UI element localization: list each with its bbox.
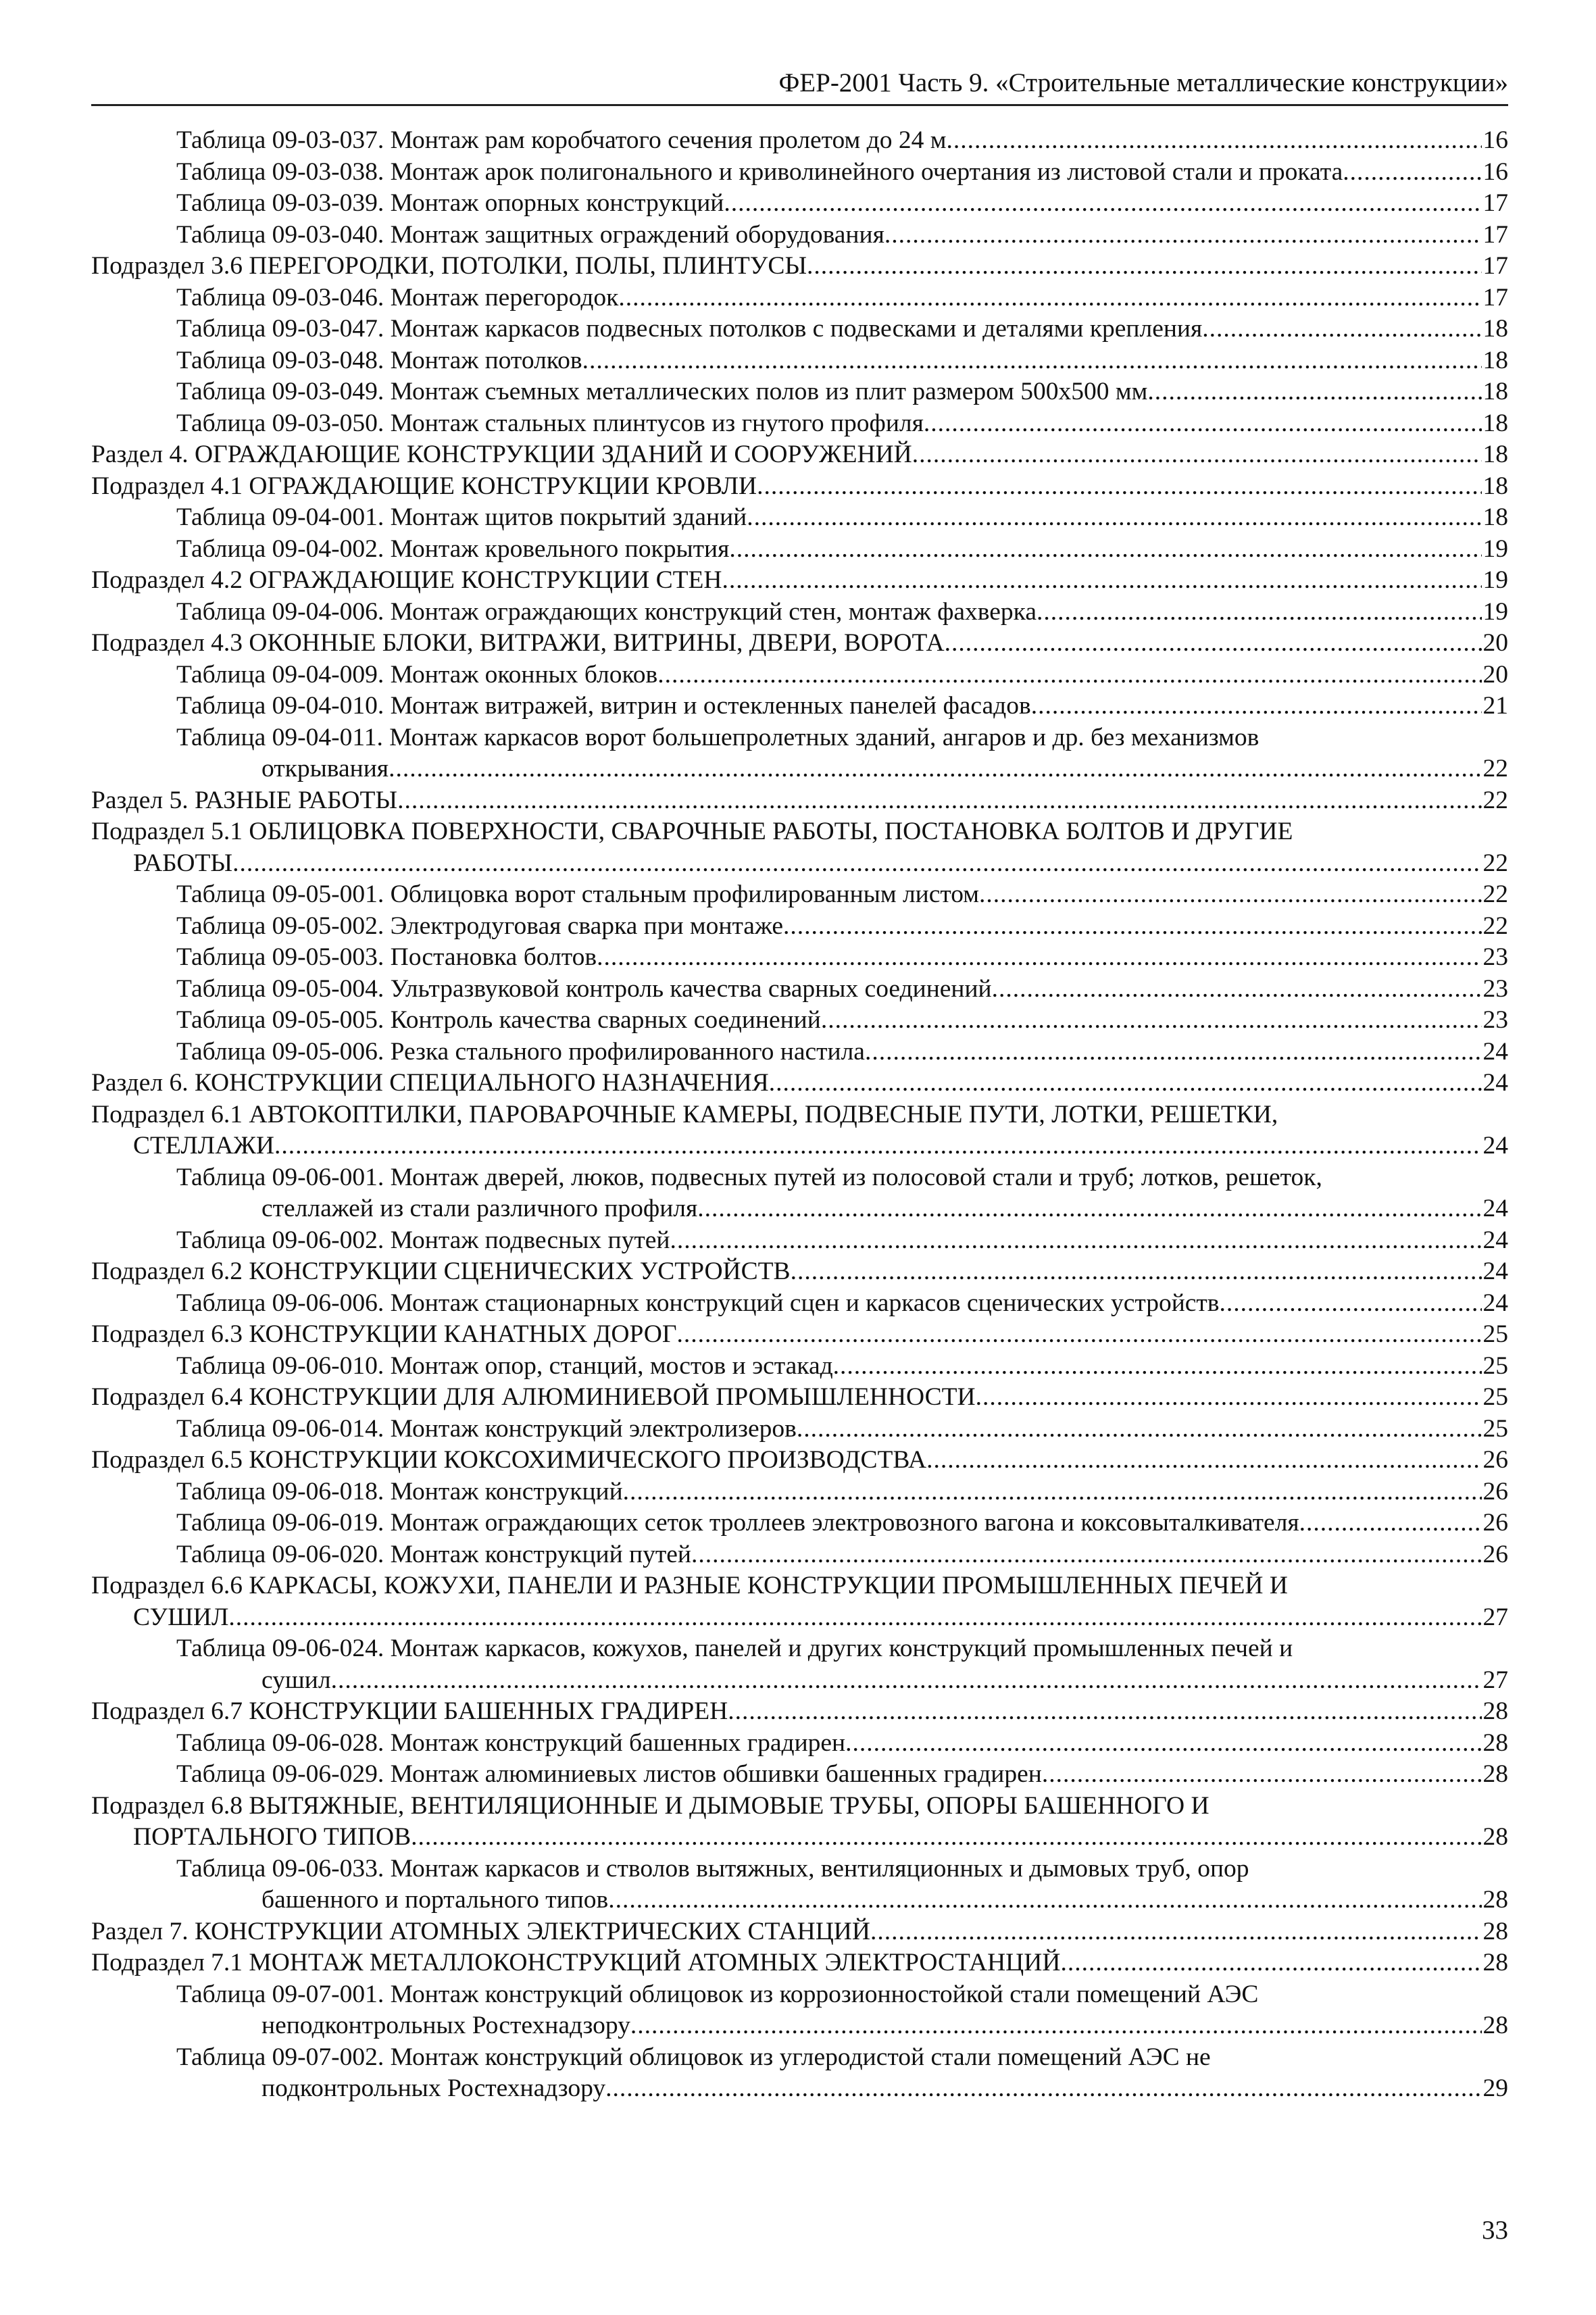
dot-leader — [608, 1885, 1481, 1916]
toc-entry-page: 26 — [1482, 1540, 1508, 1568]
toc-entry-title: ПОРТАЛЬНОГО ТИПОВ — [133, 1823, 412, 1851]
toc-entry[interactable] — [91, 282, 1508, 314]
toc-entry[interactable] — [91, 376, 1508, 408]
dot-leader — [1299, 1508, 1482, 1539]
toc-entry-title-line: Таблица 09-06-001. Монтаж дверей, люков, подвесных путей из полосовой стали и труб; лотков, решеток, — [176, 1163, 1322, 1191]
dot-leader — [728, 1696, 1481, 1728]
toc-entry-page: 18 — [1482, 409, 1508, 437]
toc-entry-title: РАБОТЫ — [133, 849, 233, 877]
dot-leader — [670, 1225, 1481, 1257]
table-of-contents — [91, 125, 1508, 2105]
dot-leader — [926, 1445, 1481, 1476]
toc-entry-title: Таблица 09-06-010. Монтаж опор, станций, мостов и эстакад — [176, 1351, 833, 1380]
dot-leader — [912, 439, 1482, 471]
toc-entry-page: 28 — [1482, 2012, 1508, 2039]
toc-entry-page: 24 — [1482, 1037, 1508, 1066]
toc-entry-title: Таблица 09-05-004. Ультразвуковой контроль качества сварных соединений — [176, 974, 992, 1003]
dot-leader — [274, 1130, 1482, 1162]
dot-leader — [1220, 1288, 1482, 1320]
toc-entry[interactable] — [91, 722, 1508, 785]
toc-entry-page: 23 — [1482, 974, 1508, 1003]
dot-leader — [1037, 597, 1482, 628]
toc-entry-page: 29 — [1482, 2074, 1508, 2102]
dot-leader — [597, 942, 1481, 974]
toc-entry-page: 17 — [1482, 283, 1508, 312]
toc-entry-title: Раздел 7. КОНСТРУКЦИИ АТОМНЫХ ЭЛЕКТРИЧЕСКИХ СТАНЦИЙ — [91, 1917, 870, 1945]
toc-entry-title: Таблица 09-06-002. Монтаж подвесных путей — [176, 1226, 670, 1254]
toc-entry[interactable] — [91, 1508, 1508, 1539]
toc-entry[interactable] — [91, 1382, 1508, 1414]
toc-entry[interactable] — [91, 1225, 1508, 1257]
toc-entry-title: Таблица 09-04-002. Монтаж кровельного покрытия — [176, 534, 730, 563]
dot-leader — [865, 1037, 1482, 1068]
toc-entry-title: открывания — [261, 755, 389, 782]
toc-entry-page: 25 — [1482, 1414, 1508, 1443]
toc-entry[interactable] — [91, 1288, 1508, 1320]
toc-entry[interactable] — [91, 1256, 1508, 1288]
toc-entry-title: подконтрольных Ростехнадзору — [261, 2074, 606, 2102]
toc-entry-page: 18 — [1482, 472, 1508, 500]
toc-entry[interactable] — [91, 1853, 1508, 1916]
toc-entry-page: 25 — [1482, 1383, 1508, 1411]
toc-entry-title: Таблица 09-03-046. Монтаж перегородок — [176, 283, 619, 312]
dot-leader — [833, 1351, 1482, 1383]
toc-entry-title: Таблица 09-05-005. Контроль качества сварных соединений — [176, 1006, 821, 1034]
dot-leader — [582, 345, 1482, 377]
toc-entry-title: Подраздел 3.6 ПЕРЕГОРОДКИ, ПОТОЛКИ, ПОЛЫ, ПЛИНТУСЫ — [91, 252, 807, 280]
dot-leader — [411, 1822, 1481, 1853]
dot-leader — [791, 1256, 1482, 1288]
toc-entry-page: 23 — [1482, 1006, 1508, 1034]
toc-entry-title: СУШИЛ — [133, 1603, 229, 1631]
toc-entry-page: 28 — [1482, 1949, 1508, 1976]
toc-entry-page: 24 — [1482, 1069, 1508, 1097]
toc-entry[interactable] — [91, 879, 1508, 911]
dot-leader — [783, 911, 1481, 943]
toc-entry-page: 18 — [1482, 441, 1508, 468]
toc-entry-title-line: Подраздел 6.6 КАРКАСЫ, КОЖУХИ, ПАНЕЛИ И РАЗНЫЕ КОНСТРУКЦИИ ПРОМЫШЛЕННЫХ ПЕЧЕЙ И — [91, 1572, 1288, 1599]
toc-entry-title: Таблица 09-05-003. Постановка болтов — [176, 943, 597, 971]
toc-entry[interactable] — [91, 1791, 1508, 1853]
toc-entry-page: 22 — [1482, 786, 1508, 814]
running-header — [91, 62, 1508, 106]
toc-entry-page: 26 — [1482, 1477, 1508, 1505]
toc-entry-page: 18 — [1482, 378, 1508, 405]
toc-entry[interactable] — [91, 1633, 1508, 1696]
toc-entry-title-line: Таблица 09-07-001. Монтаж конструкций облицовок из коррозионностойкой стали помещений АЭС — [176, 1980, 1259, 2008]
toc-entry-title: башенного и портального типов — [261, 1886, 609, 1914]
toc-entry[interactable] — [91, 220, 1508, 251]
toc-entry-title: Подраздел 6.4 КОНСТРУКЦИИ ДЛЯ АЛЮМИНИЕВОЙ ПРОМЫШЛЕННОСТИ — [91, 1383, 976, 1411]
toc-entry[interactable] — [91, 408, 1508, 440]
toc-entry-page: 22 — [1482, 912, 1508, 940]
dot-leader — [389, 753, 1481, 785]
toc-entry[interactable] — [91, 1570, 1508, 1633]
toc-entry[interactable] — [91, 1728, 1508, 1760]
dot-leader — [722, 565, 1482, 597]
toc-entry-title: Подраздел 6.2 КОНСТРУКЦИИ СЦЕНИЧЕСКИХ УСТРОЙСТВ — [91, 1258, 791, 1285]
toc-entry-page: 19 — [1482, 597, 1508, 626]
toc-entry-page: 28 — [1482, 1697, 1508, 1725]
dot-leader — [1060, 1947, 1481, 1979]
toc-entry-title: Таблица 09-04-006. Монтаж ограждающих конструкций стен, монтаж фахверка — [176, 597, 1037, 626]
dot-leader — [657, 659, 1481, 691]
toc-entry-title: Таблица 09-06-018. Монтаж конструкций — [176, 1477, 623, 1505]
toc-entry-title-line: Таблица 09-07-002. Монтаж конструкций облицовок из углеродистой стали помещений АЭС не — [176, 2043, 1211, 2071]
toc-entry[interactable] — [91, 1099, 1508, 1162]
dot-leader — [724, 188, 1481, 220]
toc-entry-page: 28 — [1482, 1917, 1508, 1945]
toc-entry[interactable] — [91, 1979, 1508, 2042]
toc-entry[interactable] — [91, 314, 1508, 345]
toc-entry-page: 17 — [1482, 252, 1508, 280]
toc-entry-title-line: Таблица 09-06-033. Монтаж каркасов и стволов вытяжных, вентиляционных и дымовых труб, опор — [176, 1854, 1249, 1883]
toc-entry-page: 28 — [1482, 1823, 1508, 1851]
toc-entry-page: 26 — [1482, 1509, 1508, 1537]
toc-entry-page: 16 — [1482, 126, 1508, 154]
toc-entry-page: 22 — [1482, 755, 1508, 782]
toc-entry-title: Подраздел 6.3 КОНСТРУКЦИИ КАНАТНЫХ ДОРОГ — [91, 1320, 677, 1348]
toc-entry-title-line: Таблица 09-06-024. Монтаж каркасов, кожухов, панелей и других конструкций промышленных печей и — [176, 1635, 1293, 1662]
toc-entry-title: Подраздел 4.3 ОКОННЫЕ БЛОКИ, ВИТРАЖИ, ВИТРИНЫ, ДВЕРИ, ВОРОТА — [91, 629, 945, 657]
toc-entry-title: Таблица 09-03-050. Монтаж стальных плинтусов из гнутого профиля — [176, 409, 924, 437]
toc-entry-page: 24 — [1482, 1226, 1508, 1254]
toc-entry[interactable] — [91, 1414, 1508, 1445]
toc-entry-page: 19 — [1482, 566, 1508, 594]
dot-leader — [797, 1414, 1482, 1445]
toc-entry[interactable] — [91, 1539, 1508, 1571]
toc-entry-title: Подраздел 7.1 МОНТАЖ МЕТАЛЛОКОНСТРУКЦИЙ АТОМНЫХ ЭЛЕКТРОСТАНЦИЙ — [91, 1949, 1061, 1976]
toc-entry-title: Раздел 4. ОГРАЖДАЮЩИЕ КОНСТРУКЦИИ ЗДАНИЙ И СООРУЖЕНИЙ — [91, 441, 912, 468]
toc-entry-page: 19 — [1482, 534, 1508, 563]
toc-entry-title: Таблица 09-04-010. Монтаж витражей, витрин и остекленных панелей фасадов — [176, 692, 1031, 720]
toc-entry[interactable] — [91, 691, 1508, 722]
dot-leader — [331, 1665, 1482, 1697]
toc-entry-page: 18 — [1482, 346, 1508, 374]
toc-entry[interactable] — [91, 785, 1508, 817]
dot-leader — [769, 1068, 1482, 1099]
toc-entry-page: 18 — [1482, 315, 1508, 343]
dot-leader — [924, 408, 1482, 440]
toc-entry-title: Подраздел 4.2 ОГРАЖДАЮЩИЕ КОНСТРУКЦИИ СТЕН — [91, 566, 722, 594]
toc-entry[interactable] — [91, 157, 1508, 189]
toc-entry[interactable] — [91, 188, 1508, 220]
toc-entry[interactable] — [91, 1759, 1508, 1791]
toc-entry-title: СТЕЛЛАЖИ — [133, 1132, 274, 1160]
toc-entry-title-line: Таблица 09-04-011. Монтаж каркасов ворот большепролетных зданий, ангаров и др. без механизмов — [176, 723, 1260, 751]
toc-entry-title: Таблица 09-03-037. Монтаж рам коробчатого сечения пролетом до 24 м — [176, 126, 947, 154]
dot-leader — [697, 1193, 1481, 1225]
toc-entry[interactable] — [91, 1037, 1508, 1068]
dot-leader — [1031, 691, 1482, 722]
toc-entry[interactable] — [91, 942, 1508, 974]
toc-entry-title: Подраздел 6.7 КОНСТРУКЦИИ БАШЕННЫХ ГРАДИРЕН — [91, 1697, 728, 1725]
toc-entry-page: 28 — [1482, 1728, 1508, 1757]
toc-entry[interactable] — [91, 471, 1508, 503]
toc-entry-page: 27 — [1482, 1666, 1508, 1694]
toc-entry-title-line: Подраздел 6.1 АВТОКОПТИЛКИ, ПАРОВАРОЧНЫЕ КАМЕРЫ, ПОДВЕСНЫЕ ПУТИ, ЛОТКИ, РЕШЕТКИ, — [91, 1100, 1278, 1128]
toc-entry-page: 22 — [1482, 849, 1508, 877]
toc-entry[interactable] — [91, 1319, 1508, 1351]
toc-entry[interactable] — [91, 2042, 1508, 2105]
dot-leader — [228, 1602, 1481, 1634]
dot-leader — [807, 251, 1481, 282]
toc-entry-title: Таблица 09-05-002. Электродуговая сварка при монтаже — [176, 912, 784, 940]
toc-entry-title: Таблица 09-06-029. Монтаж алюминиевых листов обшивки башенных градирен — [176, 1760, 1042, 1788]
dot-leader — [232, 848, 1481, 880]
dot-leader — [757, 471, 1481, 503]
toc-entry-title: Таблица 09-03-047. Монтаж каркасов подвесных потолков с подвесками и деталями крепления — [176, 315, 1203, 343]
toc-entry[interactable] — [91, 1351, 1508, 1383]
dot-leader — [397, 785, 1481, 817]
toc-entry-page: 24 — [1482, 1289, 1508, 1317]
dot-leader — [845, 1728, 1481, 1760]
toc-entry[interactable] — [91, 816, 1508, 879]
toc-entry-page: 20 — [1482, 660, 1508, 689]
toc-entry-title: Таблица 09-04-009. Монтаж оконных блоков — [176, 660, 658, 689]
toc-entry-title: Таблица 09-06-006. Монтаж стационарных конструкций сцен и каркасов сценических устройств — [176, 1289, 1220, 1317]
toc-entry[interactable] — [91, 565, 1508, 597]
dot-leader — [1147, 376, 1481, 408]
toc-entry-title: Таблица 09-04-001. Монтаж щитов покрытий зданий — [176, 503, 747, 531]
dot-leader — [605, 2073, 1481, 2105]
toc-entry-page: 21 — [1482, 692, 1508, 720]
toc-entry-page: 27 — [1482, 1603, 1508, 1631]
header-title: ФЕР-2001 Часть 9. «Строительные металлические конструкции» — [778, 68, 1508, 97]
toc-entry-title: Таблица 09-03-049. Монтаж съемных металлических полов из плит размером 500х500 мм — [176, 378, 1148, 405]
toc-entry-page: 25 — [1482, 1320, 1508, 1348]
toc-entry[interactable] — [91, 1696, 1508, 1728]
toc-entry-page: 28 — [1482, 1760, 1508, 1788]
dot-leader — [677, 1319, 1482, 1351]
dot-leader — [1042, 1759, 1482, 1791]
toc-entry[interactable] — [91, 534, 1508, 566]
dot-leader — [992, 974, 1482, 1005]
dot-leader — [1343, 157, 1481, 189]
toc-entry[interactable] — [91, 1005, 1508, 1037]
toc-entry[interactable] — [91, 974, 1508, 1005]
toc-entry[interactable] — [91, 597, 1508, 628]
toc-entry-title: Таблица 09-05-001. Облицовка ворот стальным профилированным листом — [176, 880, 980, 908]
dot-leader — [821, 1005, 1482, 1037]
toc-entry-title: Таблица 09-06-014. Монтаж конструкций электролизеров — [176, 1414, 797, 1443]
toc-entry-page: 23 — [1482, 943, 1508, 971]
toc-entry[interactable] — [91, 439, 1508, 471]
toc-entry-title: Таблица 09-03-038. Монтаж арок полигонального и криволинейного очертания из листовой стали и проката — [176, 157, 1343, 186]
toc-entry[interactable] — [91, 1947, 1508, 1979]
dot-leader — [884, 220, 1482, 251]
dot-leader — [946, 125, 1481, 157]
toc-entry-page: 24 — [1482, 1132, 1508, 1160]
toc-entry[interactable] — [91, 502, 1508, 534]
toc-entry[interactable] — [91, 345, 1508, 377]
dot-leader — [870, 1916, 1482, 1948]
toc-entry[interactable] — [91, 1916, 1508, 1948]
toc-entry[interactable] — [91, 125, 1508, 157]
toc-entry-page: 24 — [1482, 1258, 1508, 1285]
toc-entry-page: 25 — [1482, 1351, 1508, 1380]
toc-entry-title: Таблица 09-06-028. Монтаж конструкций башенных градирен — [176, 1728, 846, 1757]
dot-leader — [976, 1382, 1482, 1414]
toc-entry-page: 18 — [1482, 503, 1508, 531]
toc-entry-page: 24 — [1482, 1195, 1508, 1222]
toc-entry-page: 26 — [1482, 1446, 1508, 1474]
dot-leader — [630, 2010, 1482, 2042]
toc-entry[interactable] — [91, 659, 1508, 691]
toc-entry-title: стеллажей из стали различного профиля — [261, 1195, 698, 1222]
toc-entry-title: Подраздел 4.1 ОГРАЖДАЮЩИЕ КОНСТРУКЦИИ КРОВЛИ — [91, 472, 757, 500]
dot-leader — [979, 879, 1481, 911]
toc-entry-title: Раздел 5. РАЗНЫЕ РАБОТЫ — [91, 786, 398, 814]
dot-leader — [945, 628, 1482, 659]
dot-leader — [1202, 314, 1481, 345]
dot-leader — [623, 1476, 1482, 1508]
toc-entry-title: Раздел 6. КОНСТРУКЦИИ СПЕЦИАЛЬНОГО НАЗНАЧЕНИЯ — [91, 1069, 769, 1097]
dot-leader — [618, 282, 1481, 314]
toc-entry-page: 16 — [1482, 157, 1508, 186]
toc-entry-title: сушил — [261, 1666, 331, 1694]
toc-entry[interactable] — [91, 251, 1508, 282]
toc-entry-page: 28 — [1482, 1886, 1508, 1914]
toc-entry[interactable] — [91, 1068, 1508, 1099]
toc-entry-title-line: Подраздел 6.8 ВЫТЯЖНЫЕ, ВЕНТИЛЯЦИОННЫЕ И ДЫМОВЫЕ ТРУБЫ, ОПОРЫ БАШЕННОГО И — [91, 1791, 1210, 1820]
toc-entry[interactable] — [91, 911, 1508, 943]
toc-entry-title: Таблица 09-06-019. Монтаж ограждающих сеток троллеев электровозного вагона и коксовыталкивателя — [176, 1509, 1299, 1537]
dot-leader — [729, 534, 1481, 566]
toc-entry[interactable] — [91, 628, 1508, 659]
toc-entry-title: Подраздел 6.5 КОНСТРУКЦИИ КОКСОХИМИЧЕСКОГО ПРОИЗВОДСТВА — [91, 1446, 927, 1474]
toc-entry-title: Таблица 09-06-020. Монтаж конструкций путей — [176, 1540, 691, 1568]
toc-entry[interactable] — [91, 1476, 1508, 1508]
toc-entry-page: 17 — [1482, 220, 1508, 249]
page-number: 33 — [1482, 2216, 1508, 2245]
dot-leader — [691, 1539, 1482, 1571]
toc-entry-title: неподконтрольных Ростехнадзору — [261, 2012, 630, 2039]
toc-entry-title-line: Подраздел 5.1 ОБЛИЦОВКА ПОВЕРХНОСТИ, СВАРОЧНЫЕ РАБОТЫ, ПОСТАНОВКА БОЛТОВ И ДРУГИЕ — [91, 818, 1293, 845]
dot-leader — [747, 502, 1481, 534]
toc-entry[interactable] — [91, 1445, 1508, 1476]
toc-entry-page: 20 — [1482, 629, 1508, 657]
toc-entry-title: Таблица 09-03-039. Монтаж опорных конструкций — [176, 189, 724, 217]
toc-entry-title: Таблица 09-03-040. Монтаж защитных ограждений оборудования — [176, 220, 884, 249]
toc-entry-page: 22 — [1482, 880, 1508, 908]
toc-entry-page: 17 — [1482, 189, 1508, 217]
toc-entry[interactable] — [91, 1162, 1508, 1225]
toc-entry-title: Таблица 09-03-048. Монтаж потолков — [176, 346, 582, 374]
toc-entry-title: Таблица 09-05-006. Резка стального профилированного настила — [176, 1037, 865, 1066]
